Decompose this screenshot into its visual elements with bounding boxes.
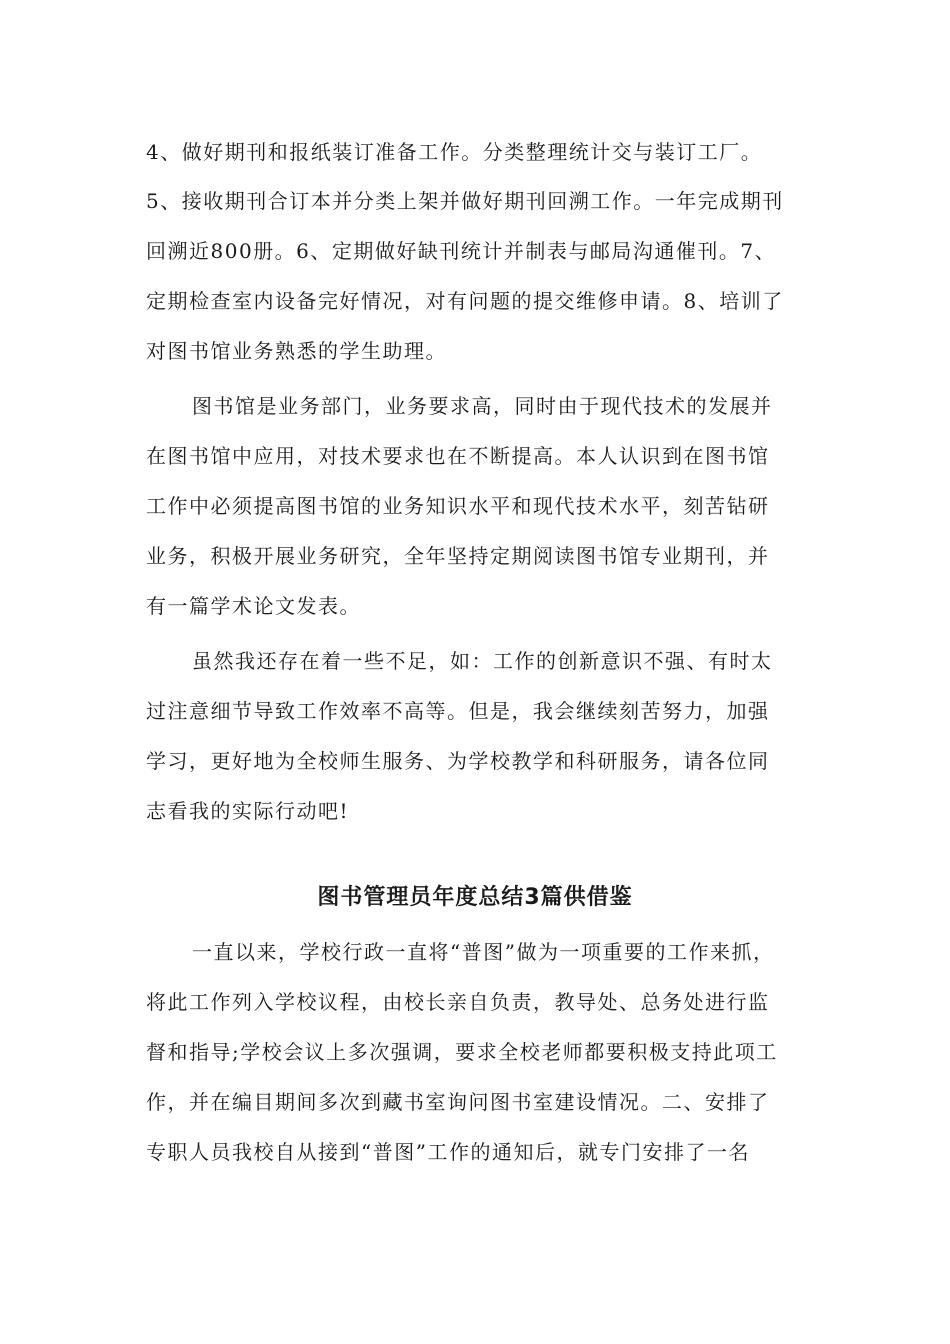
paragraph-line: 一直以来，学校行政一直将“普图”做为一项重要的工作来抓， xyxy=(192,940,775,964)
paragraph-line: 将此工作列入学校议程，由校长亲自负责，教导处、总务处进行监 xyxy=(146,990,770,1014)
paragraph-line: 虽然我还存在着一些不足，如：工作的创新意识不强、有时太 xyxy=(192,649,773,673)
paragraph-line: 在图书馆中应用，对技术要求也在不断提高。本人认识到在图书馆 xyxy=(146,444,770,468)
paragraph-line: 回溯近800册。6、定期做好缺刊统计并制表与邮局沟通催刊。7、 xyxy=(146,239,777,263)
paragraph-line: 工作中必须提高图书馆的业务知识水平和现代技术水平，刻苦钻研 xyxy=(146,494,770,518)
paragraph-line: 学习，更好地为全校师生服务、为学校教学和科研服务，请各位同 xyxy=(146,749,770,773)
paragraph-line: 4、做好期刊和报纸装订准备工作。分类整理统计交与装订工厂。 xyxy=(146,140,763,164)
paragraph-line: 专职人员我校自从接到“普图”工作的通知后，就专门安排了一名 xyxy=(146,1140,750,1164)
paragraph-line: 督和指导;学校会议上多次强调，要求全校老师都要积极支持此项工 xyxy=(146,1040,778,1064)
paragraph-line: 图书馆是业务部门，业务要求高，同时由于现代技术的发展并 xyxy=(192,394,773,418)
paragraph-line: 5、接收期刊合订本并分类上架并做好期刊回溯工作。一年完成期刊 xyxy=(146,189,784,213)
paragraph-line: 有一篇学术论文发表。 xyxy=(146,594,361,618)
paragraph-line: 定期检查室内设备完好情况，对有问题的提交维修申请。8、培训了 xyxy=(146,289,784,313)
section-heading: 图书管理员年度总结3篇供借鉴 xyxy=(317,885,633,910)
paragraph-line: 志看我的实际行动吧! xyxy=(146,799,350,823)
paragraph-line: 作，并在编目期间多次到藏书室询问图书室建设情况。二、安排了 xyxy=(146,1090,770,1114)
paragraph-line: 业务，积极开展业务研究，全年坚持定期阅读图书馆专业期刊，并 xyxy=(146,544,770,568)
paragraph-line: 对图书馆业务熟悉的学生助理。 xyxy=(146,339,447,363)
paragraph-line: 过注意细节导致工作效率不高等。但是，我会继续刻苦努力，加强 xyxy=(146,699,770,723)
